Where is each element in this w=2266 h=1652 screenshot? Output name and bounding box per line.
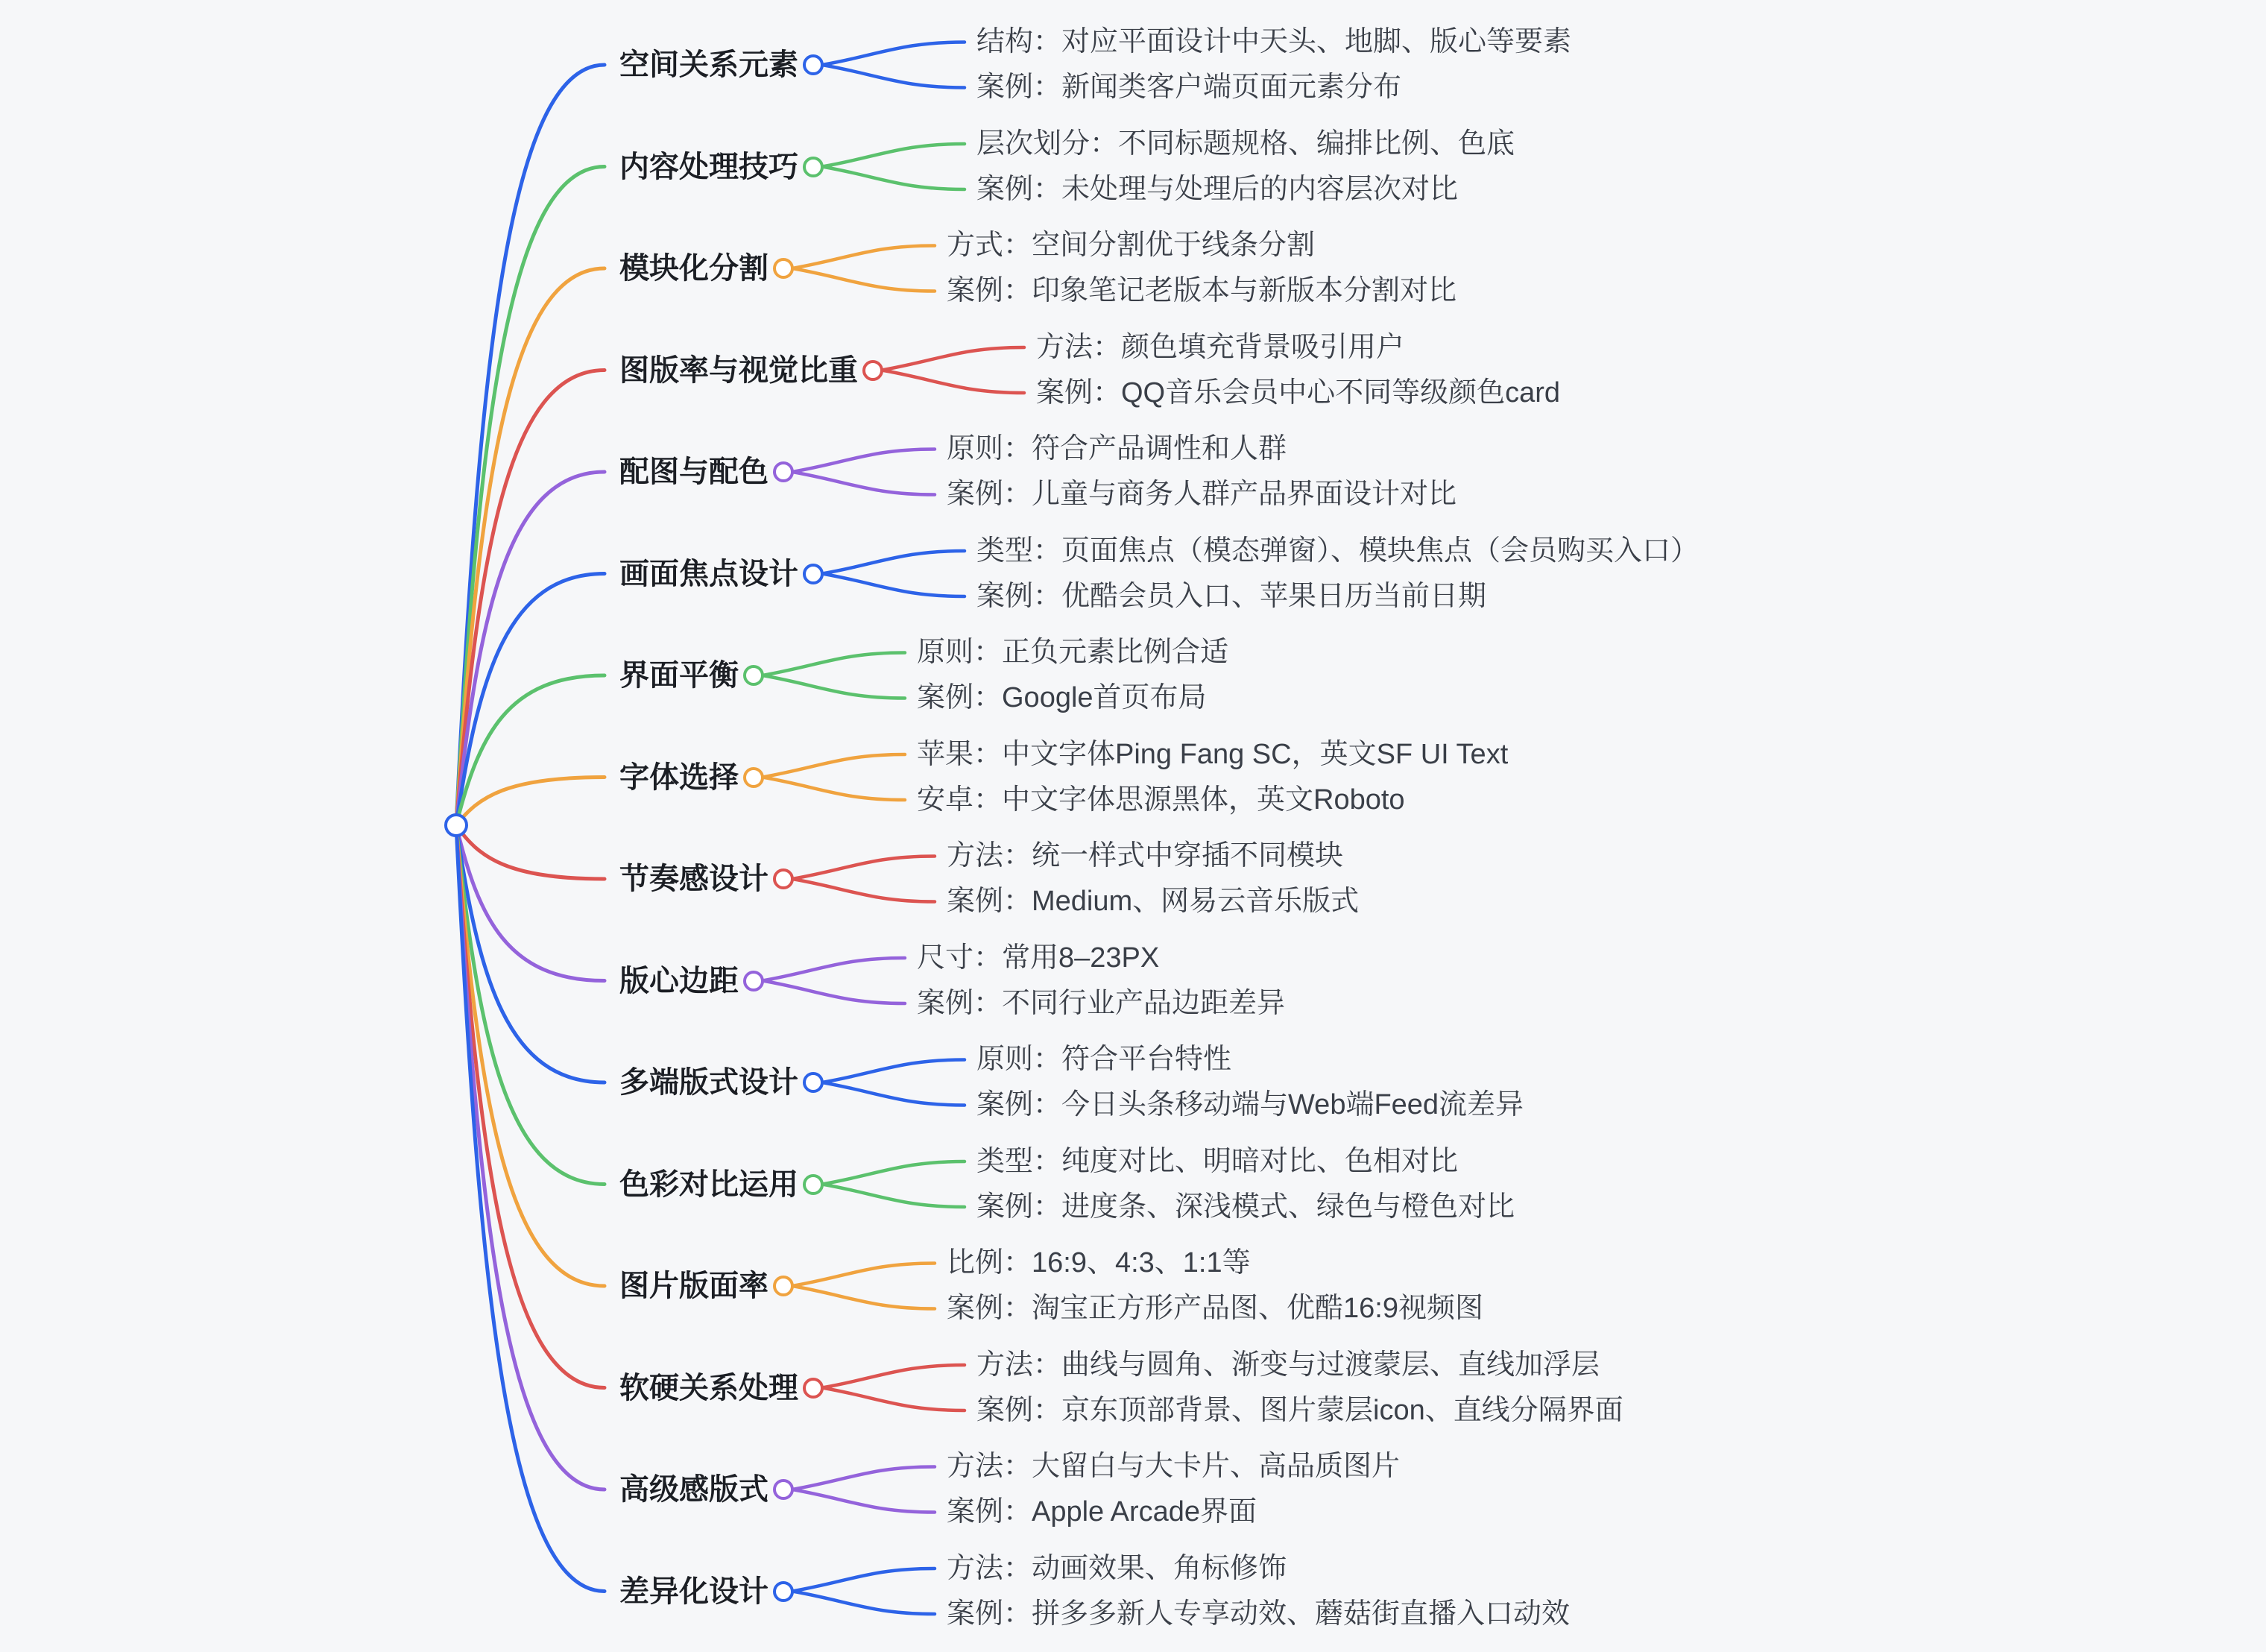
subtopic-label[interactable]: 案例：优酷会员入口、苹果日历当前日期 <box>976 580 1487 612</box>
subtopic-label[interactable]: 结构：对应平面设计中天头、地脚、版心等要素 <box>976 26 1572 57</box>
branch-row-5 <box>619 426 1457 517</box>
subtopic-label[interactable]: 类型：纯度对比、明暗对比、色相对比 <box>976 1145 1459 1177</box>
topic-label[interactable]: 软硬关系处理 <box>619 1371 798 1404</box>
branch-row-8 <box>619 732 1508 823</box>
subtopic-label[interactable]: 尺寸：常用8–23PX <box>917 942 1160 974</box>
branch-row-6 <box>619 529 1699 620</box>
subtopic-label[interactable]: 案例：Medium、网易云音乐版式 <box>947 886 1360 917</box>
collapse-handle-icon[interactable] <box>803 54 824 75</box>
topic-label[interactable]: 配图与配色 <box>619 455 769 488</box>
collapse-handle-icon[interactable] <box>743 767 764 788</box>
collapse-handle-icon[interactable] <box>803 1174 824 1195</box>
subtopic-label[interactable]: 方法：动画效果、角标修饰 <box>947 1552 1287 1584</box>
subtopics <box>947 1444 1400 1535</box>
topic-label[interactable]: 多端版式设计 <box>619 1066 798 1099</box>
branch-row-13 <box>619 1240 1483 1331</box>
topic-label[interactable]: 界面平衡 <box>619 659 739 692</box>
subtopic-label[interactable]: 方法：统一样式中穿插不同模块 <box>947 840 1344 871</box>
collapse-handle-icon[interactable] <box>803 1378 824 1399</box>
subtopic-label[interactable]: 原则：符合产品调性和人群 <box>947 433 1287 464</box>
branch-row-4 <box>619 325 1560 416</box>
root-node[interactable] <box>444 813 468 837</box>
topic-label[interactable]: 高级感版式 <box>619 1473 769 1506</box>
subtopics <box>976 1037 1524 1128</box>
subtopic-label[interactable]: 案例：进度条、深浅模式、绿色与橙色对比 <box>976 1191 1515 1223</box>
collapse-handle-icon[interactable] <box>773 258 794 279</box>
subtopics <box>947 426 1457 517</box>
subtopic-label[interactable]: 案例：今日头条移动端与Web端Feed流差异 <box>976 1089 1524 1120</box>
subtopic-label[interactable]: 方法：颜色填充背景吸引用户 <box>1036 331 1405 363</box>
subtopics <box>1036 325 1560 416</box>
subtopic-label[interactable]: 案例：新闻类客户端页面元素分布 <box>976 72 1402 103</box>
subtopic-label[interactable]: 原则：正负元素比例合适 <box>917 637 1229 668</box>
topic-label[interactable]: 模块化分割 <box>619 252 769 285</box>
branch-row-9 <box>619 833 1359 924</box>
subtopics <box>976 19 1571 110</box>
subtopic-label[interactable]: 方式：空间分割优于线条分割 <box>947 230 1316 261</box>
branch-row-16 <box>619 1546 1570 1637</box>
branch-row-7 <box>619 630 1228 721</box>
subtopics <box>917 732 1508 823</box>
subtopic-label[interactable]: 方法：曲线与圆角、渐变与过渡蒙层、直线加浮层 <box>976 1349 1600 1381</box>
topic-label[interactable]: 色彩对比运用 <box>619 1167 798 1201</box>
subtopics <box>976 529 1699 620</box>
topic-label[interactable]: 字体选择 <box>619 760 739 794</box>
subtopics <box>917 630 1228 721</box>
subtopic-label[interactable]: 案例：Apple Arcade界面 <box>947 1496 1257 1528</box>
topic-label[interactable]: 内容处理技巧 <box>619 150 798 183</box>
branch-row-11 <box>619 1037 1524 1128</box>
branch-row-10 <box>619 936 1285 1027</box>
subtopics <box>947 1240 1483 1331</box>
subtopic-label[interactable]: 安卓：中文字体思源黑体，英文Roboto <box>917 784 1405 816</box>
subtopics <box>947 1546 1570 1637</box>
topic-label[interactable]: 空间关系元素 <box>619 48 798 81</box>
subtopics <box>976 1343 1623 1434</box>
topic-label[interactable]: 节奏感设计 <box>619 863 769 895</box>
subtopics <box>917 936 1285 1027</box>
subtopics <box>976 1139 1515 1230</box>
collapse-handle-icon[interactable] <box>862 360 883 381</box>
branch-row-14 <box>619 1343 1623 1434</box>
subtopics <box>947 833 1359 924</box>
collapse-handle-icon[interactable] <box>773 868 794 889</box>
subtopic-label[interactable]: 苹果：中文字体Ping Fang SC，英文SF UI Text <box>917 738 1509 770</box>
branch-row-15 <box>619 1444 1400 1535</box>
topic-label[interactable]: 差异化设计 <box>619 1574 769 1608</box>
collapse-handle-icon[interactable] <box>803 1072 824 1093</box>
subtopic-label[interactable]: 案例：不同行业产品边距差异 <box>917 987 1286 1019</box>
subtopic-label[interactable]: 方法：大留白与大卡片、高品质图片 <box>947 1451 1401 1482</box>
subtopics <box>947 223 1457 314</box>
subtopic-label[interactable]: 案例：京东顶部背景、图片蒙层icon、直线分隔界面 <box>976 1394 1623 1426</box>
subtopic-label[interactable]: 案例：Google首页布局 <box>917 682 1207 713</box>
topic-label[interactable]: 图版率与视觉比重 <box>619 353 858 387</box>
branch-row-1 <box>619 19 1571 110</box>
collapse-handle-icon[interactable] <box>743 665 764 686</box>
subtopic-label[interactable]: 层次划分：不同标题规格、编排比例、色底 <box>976 127 1515 160</box>
collapse-handle-icon[interactable] <box>803 157 824 177</box>
branch-row-2 <box>619 122 1515 212</box>
collapse-handle-icon[interactable] <box>773 1581 794 1602</box>
subtopic-label[interactable]: 案例：淘宝正方形产品图、优酷16:9视频图 <box>947 1293 1483 1324</box>
collapse-handle-icon[interactable] <box>743 971 764 991</box>
subtopic-label[interactable]: 比例：16:9、4:3、1:1等 <box>947 1247 1251 1279</box>
branch-row-3 <box>619 223 1457 314</box>
collapse-handle-icon[interactable] <box>803 564 824 584</box>
subtopic-label[interactable]: 案例：未处理与处理后的内容层次对比 <box>976 173 1459 205</box>
subtopic-label[interactable]: 案例：儿童与商务人群产品界面设计对比 <box>947 479 1457 510</box>
topic-label[interactable]: 图片版面率 <box>619 1270 769 1302</box>
subtopics <box>976 122 1515 212</box>
topic-label[interactable]: 版心边距 <box>619 964 739 997</box>
branch-row-12 <box>619 1139 1515 1230</box>
collapse-handle-icon[interactable] <box>773 1276 794 1296</box>
collapse-handle-icon[interactable] <box>773 461 794 482</box>
subtopic-label[interactable]: 案例：印象笔记老版本与新版本分割对比 <box>947 275 1457 306</box>
topic-label[interactable]: 画面焦点设计 <box>619 557 798 590</box>
subtopic-label[interactable]: 案例：拼多多新人专享动效、蘑菇街直播入口动效 <box>947 1598 1571 1630</box>
subtopic-label[interactable]: 原则：符合平台特性 <box>976 1044 1232 1075</box>
collapse-handle-icon[interactable] <box>773 1479 794 1500</box>
subtopic-label[interactable]: 类型：页面焦点（模态弹窗）、模块焦点（会员购买入口） <box>976 535 1700 567</box>
subtopic-label[interactable]: 案例：QQ音乐会员中心不同等级颜色card <box>1036 376 1561 409</box>
